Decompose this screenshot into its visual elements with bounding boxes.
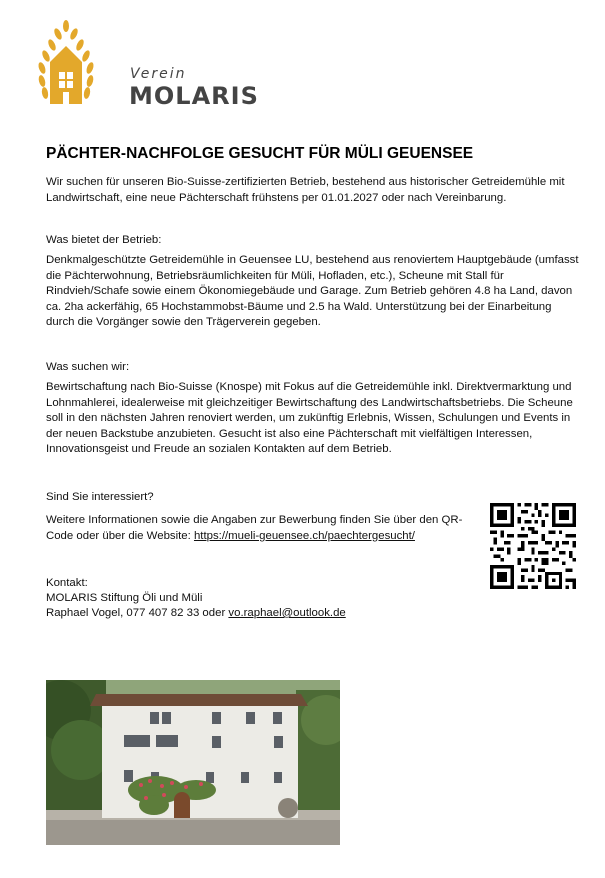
section-seek-heading: Was suchen wir: xyxy=(46,361,130,373)
section-seek-text: Bewirtschaftung nach Bio-Suisse (Knospe) mit Fokus auf die Getreidemühle inkl. Direktvermarktung und Lohnmahlerei, idealerweise mit gleichzeitiger Bewirtschaftung des Landwirtschaftsbetriebs. Die Scheune soll in den nächsten Jahren renoviert werden, um zukünftig Erlebnis, Wissen, Schulungen und Events in der neuen Backstube anzubieten. Gesucht ist also eine Pächterschaft mit vielfältigen Interessen, Innovationsgeist und Freude an sozialen Kontakten auf dem Betrieb. xyxy=(46,381,573,456)
mill-building-photo xyxy=(46,680,340,845)
section-interest-text xyxy=(46,513,466,544)
section-interest-heading: Sind Sie interessiert? xyxy=(46,491,154,503)
website-link[interactable]: https://mueli-geuensee.ch/paechtergesucht/ xyxy=(193,529,415,542)
contact-label: Kontakt: xyxy=(46,577,88,589)
page-title: PÄCHTER-NACHFOLGE GESUCHT FÜR MÜLI GEUENSEE xyxy=(46,145,474,162)
logo-title: MOLARIS xyxy=(129,82,259,110)
logo xyxy=(36,20,259,110)
contact-phone: Raphael Vogel, 077 407 82 33 oder xyxy=(46,607,226,619)
contact-person xyxy=(46,606,581,622)
interest-text: Weitere Informationen sowie die Angaben zur Bewerbung finden Sie über den QR-Code oder über die Website: xyxy=(46,514,463,542)
contact-org: MOLARIS Stiftung Öli und Müli xyxy=(46,592,203,604)
wheat-mill-icon xyxy=(36,20,96,110)
section-offer-text: Denkmalgeschützte Getreidemühle in Geuensee LU, bestehend aus renoviertem Hauptgebäude (umfasst die Pächterwohnung, Betriebsräumlichkeiten für Müli, Hofladen, etc.), Scheune mit Stall für Rindvieh/Schafe sowie einem Ökonomiegebäude und Garage. Zum Betrieb gehören 4.8 ha Land, davon ca. 2ha ackerfähig, 65 Hochstammobst-Bäume und 2.5 ha Wald. Unterstützung bei der Einarbeitung durch die Vorgänger sowie den Trägerverein gegeben. xyxy=(46,254,579,329)
section-offer-heading: Was bietet der Betrieb: xyxy=(46,234,162,246)
email-link[interactable]: vo.raphael@outlook.de xyxy=(228,607,346,619)
logo-subtitle: Verein xyxy=(130,66,187,82)
intro-text: Wir suchen für unseren Bio-Suisse-zertifizierten Betrieb, bestehend aus historischer Getreidemühle mit Landwirtschaft, eine neue Pächterschaft frühstens per 01.01.2027 oder nach Vereinbarung. xyxy=(46,176,565,204)
